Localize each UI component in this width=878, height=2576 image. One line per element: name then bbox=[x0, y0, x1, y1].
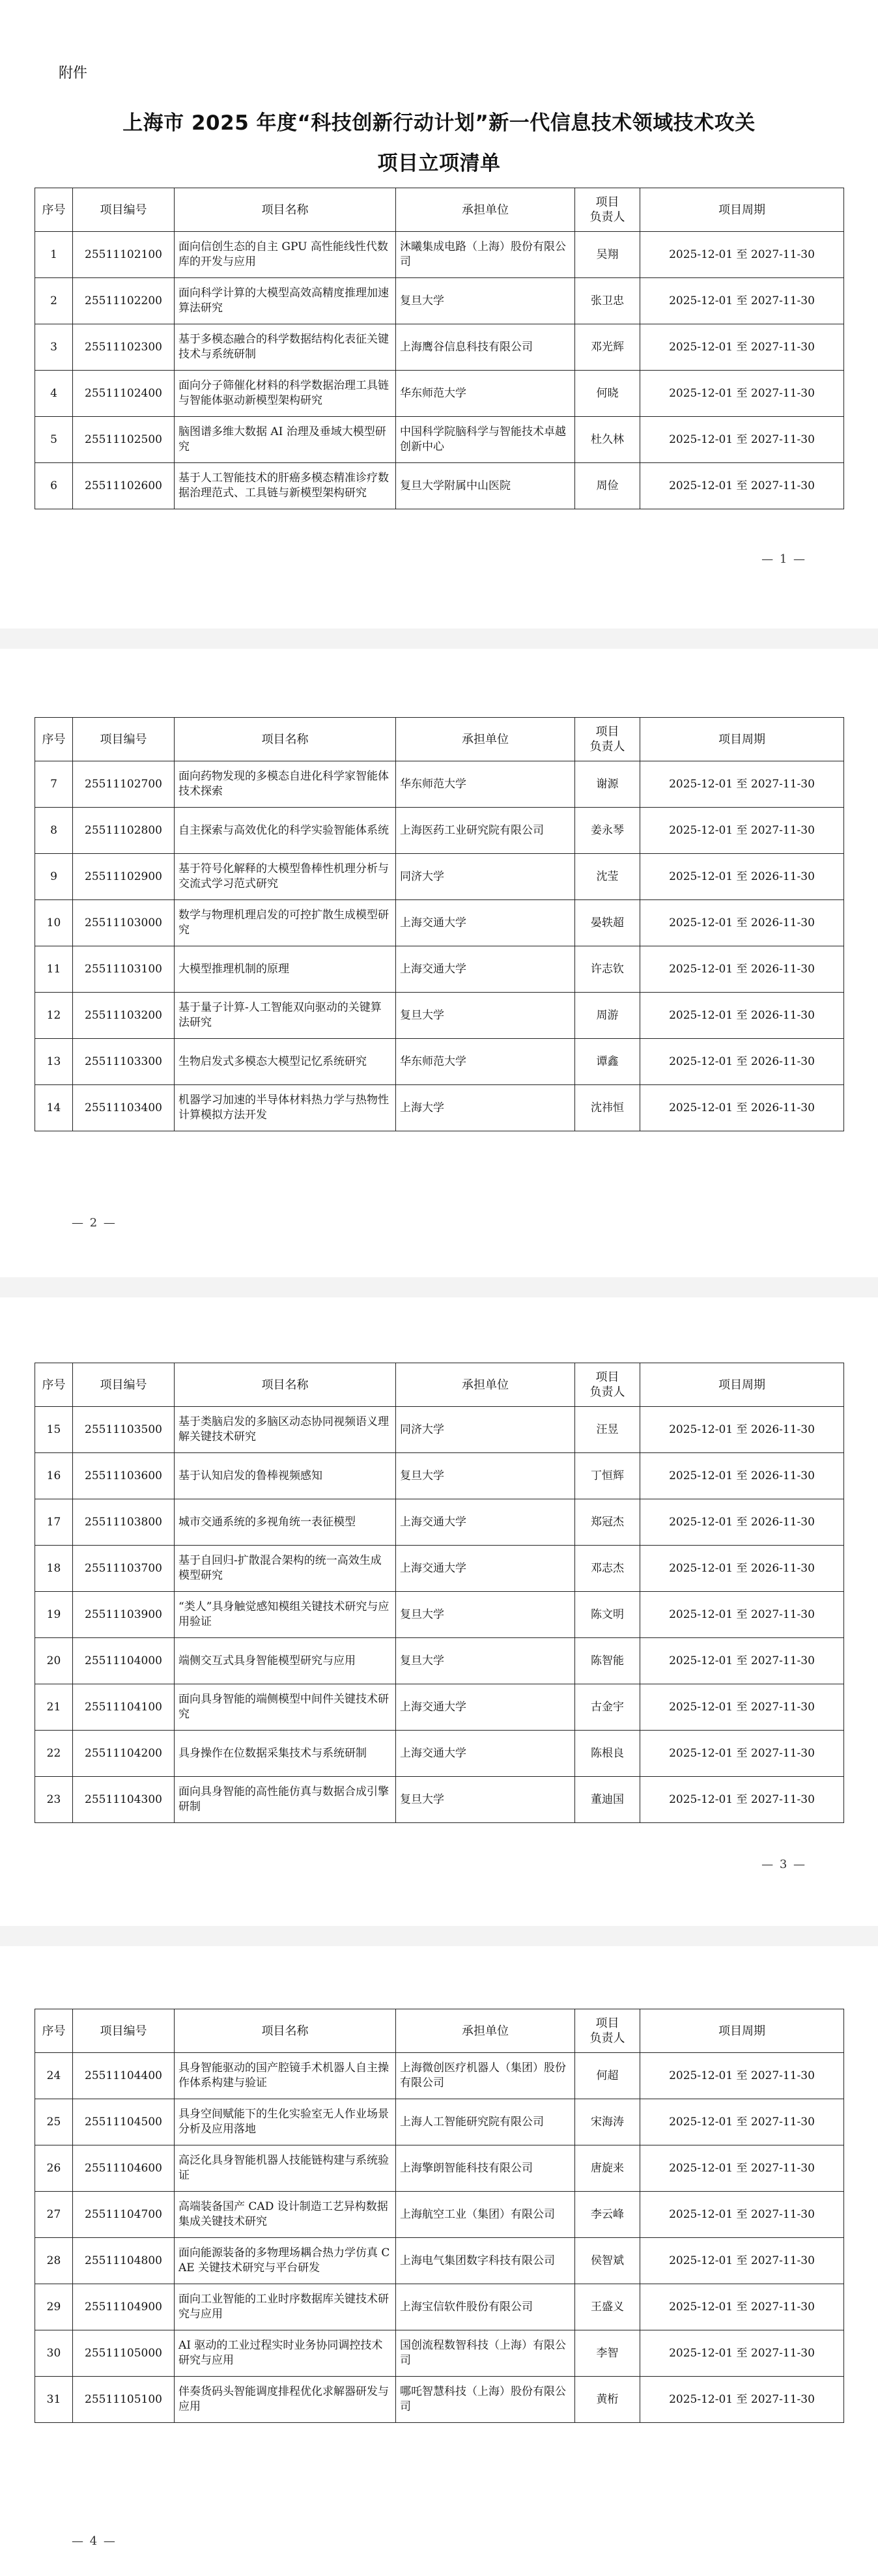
table-row bbox=[35, 1684, 844, 1731]
row-code: 25511104600 bbox=[73, 2145, 175, 2192]
row-name: 面向科学计算的大模型高效高精度推理加速算法研究 bbox=[175, 278, 396, 324]
table-row bbox=[35, 993, 844, 1039]
row-org: 上海交通大学 bbox=[396, 1731, 575, 1777]
seq-column-header: 序号 bbox=[35, 1363, 73, 1407]
row-name: 面向能源装备的多物理场耦合热力学仿真 CAE 关键技术研究与平台研发 bbox=[175, 2238, 396, 2284]
row-seq: 8 bbox=[35, 808, 73, 854]
page-number: — 4 — bbox=[72, 2534, 117, 2548]
row-seq: 9 bbox=[35, 854, 73, 900]
seq-column-header: 序号 bbox=[35, 718, 73, 761]
table-row bbox=[35, 854, 844, 900]
org-column-header: 承担单位 bbox=[396, 1363, 575, 1407]
row-org: 上海鹰谷信息科技有限公司 bbox=[396, 324, 575, 371]
row-leader: 宋海涛 bbox=[575, 2099, 640, 2145]
row-org: 上海宝信软件股份有限公司 bbox=[396, 2284, 575, 2330]
row-name: 自主探索与高效优化的科学实验智能体系统 bbox=[175, 808, 396, 854]
row-org: 上海交通大学 bbox=[396, 946, 575, 993]
table-row bbox=[35, 2330, 844, 2377]
row-leader: 陈智能 bbox=[575, 1638, 640, 1684]
row-name: 生物启发式多模态大模型记忆系统研究 bbox=[175, 1039, 396, 1085]
seq-column-header: 序号 bbox=[35, 2009, 73, 2053]
row-seq: 6 bbox=[35, 463, 73, 509]
row-name: 基于认知启发的鲁棒视频感知 bbox=[175, 1453, 396, 1499]
row-name: 基于量子计算-人工智能双向驱动的关键算法研究 bbox=[175, 993, 396, 1039]
leader-column-header: 项目 负责人 bbox=[575, 718, 640, 761]
row-period: 2025-12-01 至 2027-11-30 bbox=[640, 2284, 844, 2330]
period-column-header: 项目周期 bbox=[640, 718, 844, 761]
row-name: 城市交通系统的多视角统一表征模型 bbox=[175, 1499, 396, 1546]
table-row bbox=[35, 2053, 844, 2099]
row-org: 上海航空工业（集团）有限公司 bbox=[396, 2192, 575, 2238]
row-seq: 31 bbox=[35, 2377, 73, 2423]
row-code: 25511105100 bbox=[73, 2377, 175, 2423]
row-period: 2025-12-01 至 2027-11-30 bbox=[640, 2192, 844, 2238]
row-seq: 16 bbox=[35, 1453, 73, 1499]
code-column-header: 项目编号 bbox=[73, 188, 175, 232]
row-leader: 杜久林 bbox=[575, 417, 640, 463]
row-period: 2025-12-01 至 2026-11-30 bbox=[640, 854, 844, 900]
row-period: 2025-12-01 至 2027-11-30 bbox=[640, 1731, 844, 1777]
row-org: 同济大学 bbox=[396, 854, 575, 900]
row-leader: 周游 bbox=[575, 993, 640, 1039]
row-period: 2025-12-01 至 2026-11-30 bbox=[640, 993, 844, 1039]
row-code: 25511103600 bbox=[73, 1453, 175, 1499]
row-org: 上海擎朗智能科技有限公司 bbox=[396, 2145, 575, 2192]
row-name: 基于自回归-扩散混合架构的统一高效生成模型研究 bbox=[175, 1546, 396, 1592]
table-row bbox=[35, 1638, 844, 1684]
row-name: 高端装备国产 CAD 设计制造工艺异构数据集成关键技术研究 bbox=[175, 2192, 396, 2238]
row-leader: 陈根良 bbox=[575, 1731, 640, 1777]
row-name: 具身空间赋能下的生化实验室无人作业场景分析及应用落地 bbox=[175, 2099, 396, 2145]
row-leader: 陈文明 bbox=[575, 1592, 640, 1638]
row-org: 复旦大学 bbox=[396, 278, 575, 324]
row-name: 面向药物发现的多模态自进化科学家智能体技术探索 bbox=[175, 761, 396, 808]
row-seq: 28 bbox=[35, 2238, 73, 2284]
table-row bbox=[35, 2099, 844, 2145]
row-org: 哪吒智慧科技（上海）股份有限公司 bbox=[396, 2377, 575, 2423]
row-leader: 何晓 bbox=[575, 371, 640, 417]
row-org: 复旦大学附属中山医院 bbox=[396, 463, 575, 509]
row-code: 25511102500 bbox=[73, 417, 175, 463]
row-period: 2025-12-01 至 2027-11-30 bbox=[640, 2330, 844, 2377]
row-code: 25511105000 bbox=[73, 2330, 175, 2377]
table-header-row bbox=[35, 2009, 844, 2053]
row-code: 25511104800 bbox=[73, 2238, 175, 2284]
table-row bbox=[35, 2377, 844, 2423]
row-leader: 沈莹 bbox=[575, 854, 640, 900]
row-period: 2025-12-01 至 2027-11-30 bbox=[640, 1777, 844, 1823]
org-column-header: 承担单位 bbox=[396, 188, 575, 232]
table-row bbox=[35, 1592, 844, 1638]
row-seq: 30 bbox=[35, 2330, 73, 2377]
row-code: 25511104400 bbox=[73, 2053, 175, 2099]
row-leader: 邓志杰 bbox=[575, 1546, 640, 1592]
table-row bbox=[35, 1085, 844, 1131]
leader-column-header: 项目 负责人 bbox=[575, 2009, 640, 2053]
row-leader: 唐旋来 bbox=[575, 2145, 640, 2192]
name-column-header: 项目名称 bbox=[175, 718, 396, 761]
row-leader: 许志钦 bbox=[575, 946, 640, 993]
row-org: 上海大学 bbox=[396, 1085, 575, 1131]
row-seq: 18 bbox=[35, 1546, 73, 1592]
row-leader: 郑冠杰 bbox=[575, 1499, 640, 1546]
row-period: 2025-12-01 至 2026-11-30 bbox=[640, 946, 844, 993]
row-seq: 25 bbox=[35, 2099, 73, 2145]
row-leader: 谭鑫 bbox=[575, 1039, 640, 1085]
row-code: 25511103400 bbox=[73, 1085, 175, 1131]
row-name: 基于人工智能技术的肝癌多模态精准诊疗数据治理范式、工具链与新模型架构研究 bbox=[175, 463, 396, 509]
row-leader: 沈祎恒 bbox=[575, 1085, 640, 1131]
page-gap bbox=[0, 1926, 878, 1946]
row-code: 25511104000 bbox=[73, 1638, 175, 1684]
row-leader: 黄桁 bbox=[575, 2377, 640, 2423]
table-row bbox=[35, 2192, 844, 2238]
leader-column-header: 项目 负责人 bbox=[575, 188, 640, 232]
row-leader: 古金宇 bbox=[575, 1684, 640, 1731]
table-row bbox=[35, 2238, 844, 2284]
row-org: 上海微创医疗机器人（集团）股份有限公司 bbox=[396, 2053, 575, 2099]
row-period: 2025-12-01 至 2027-11-30 bbox=[640, 2053, 844, 2099]
row-name: 机器学习加速的半导体材料热力学与热物性计算模拟方法开发 bbox=[175, 1085, 396, 1131]
row-period: 2025-12-01 至 2027-11-30 bbox=[640, 1592, 844, 1638]
row-seq: 7 bbox=[35, 761, 73, 808]
row-name: AI 驱动的工业过程实时业务协同调控技术研究与应用 bbox=[175, 2330, 396, 2377]
row-leader: 王盛义 bbox=[575, 2284, 640, 2330]
row-name: 面向信创生态的自主 GPU 高性能线性代数库的开发与应用 bbox=[175, 232, 396, 278]
row-seq: 15 bbox=[35, 1407, 73, 1453]
row-leader: 李云峰 bbox=[575, 2192, 640, 2238]
org-column-header: 承担单位 bbox=[396, 718, 575, 761]
table-row bbox=[35, 1039, 844, 1085]
table-row bbox=[35, 1407, 844, 1453]
row-seq: 14 bbox=[35, 1085, 73, 1131]
row-name: “类人”具身触觉感知模组关键技术研究与应用验证 bbox=[175, 1592, 396, 1638]
period-column-header: 项目周期 bbox=[640, 188, 844, 232]
row-period: 2025-12-01 至 2027-11-30 bbox=[640, 371, 844, 417]
table-row bbox=[35, 1777, 844, 1823]
page-number: — 3 — bbox=[761, 1858, 806, 1871]
row-period: 2025-12-01 至 2027-11-30 bbox=[640, 761, 844, 808]
table-row bbox=[35, 1499, 844, 1546]
row-period: 2025-12-01 至 2026-11-30 bbox=[640, 1039, 844, 1085]
table-header-row bbox=[35, 188, 844, 232]
row-org: 国创流程数智科技（上海）有限公司 bbox=[396, 2330, 575, 2377]
code-column-header: 项目编号 bbox=[73, 718, 175, 761]
row-code: 25511103800 bbox=[73, 1499, 175, 1546]
row-code: 25511104100 bbox=[73, 1684, 175, 1731]
leader-column-header: 项目 负责人 bbox=[575, 1363, 640, 1407]
row-name: 具身操作在位数据采集技术与系统研制 bbox=[175, 1731, 396, 1777]
row-seq: 23 bbox=[35, 1777, 73, 1823]
row-leader: 姜永琴 bbox=[575, 808, 640, 854]
row-code: 25511103000 bbox=[73, 900, 175, 946]
period-column-header: 项目周期 bbox=[640, 2009, 844, 2053]
row-period: 2025-12-01 至 2027-11-30 bbox=[640, 808, 844, 854]
row-seq: 20 bbox=[35, 1638, 73, 1684]
project-table bbox=[35, 2009, 844, 2423]
row-code: 25511103900 bbox=[73, 1592, 175, 1638]
row-seq: 22 bbox=[35, 1731, 73, 1777]
row-org: 沐曦集成电路（上海）股份有限公司 bbox=[396, 232, 575, 278]
row-name: 伴奏货码头智能调度排程优化求解器研发与应用 bbox=[175, 2377, 396, 2423]
page-gap bbox=[0, 1277, 878, 1297]
row-code: 25511104500 bbox=[73, 2099, 175, 2145]
table-row bbox=[35, 2284, 844, 2330]
row-seq: 19 bbox=[35, 1592, 73, 1638]
table-row bbox=[35, 1731, 844, 1777]
row-period: 2025-12-01 至 2026-11-30 bbox=[640, 1453, 844, 1499]
row-name: 端侧交互式具身智能模型研究与应用 bbox=[175, 1638, 396, 1684]
row-seq: 5 bbox=[35, 417, 73, 463]
page-number: — 1 — bbox=[761, 552, 806, 566]
attachment-label: 附件 bbox=[59, 65, 88, 81]
row-code: 25511103200 bbox=[73, 993, 175, 1039]
row-code: 25511103100 bbox=[73, 946, 175, 993]
code-column-header: 项目编号 bbox=[73, 2009, 175, 2053]
row-period: 2025-12-01 至 2026-11-30 bbox=[640, 1407, 844, 1453]
row-period: 2025-12-01 至 2026-11-30 bbox=[640, 1085, 844, 1131]
table-row bbox=[35, 463, 844, 509]
row-leader: 丁恒辉 bbox=[575, 1453, 640, 1499]
row-leader: 晏轶超 bbox=[575, 900, 640, 946]
row-org: 同济大学 bbox=[396, 1407, 575, 1453]
row-org: 上海交通大学 bbox=[396, 1546, 575, 1592]
row-code: 25511103300 bbox=[73, 1039, 175, 1085]
row-period: 2025-12-01 至 2027-11-30 bbox=[640, 232, 844, 278]
project-table bbox=[35, 1363, 844, 1823]
row-seq: 4 bbox=[35, 371, 73, 417]
row-code: 25511102600 bbox=[73, 463, 175, 509]
row-name: 面向具身智能的端侧模型中间件关键技术研究 bbox=[175, 1684, 396, 1731]
row-org: 上海交通大学 bbox=[396, 900, 575, 946]
row-name: 面向分子筛催化材料的科学数据治理工具链与智能体驱动新模型架构研究 bbox=[175, 371, 396, 417]
row-org: 华东师范大学 bbox=[396, 761, 575, 808]
page-3 bbox=[0, 1297, 878, 1926]
row-period: 2025-12-01 至 2027-11-30 bbox=[640, 1638, 844, 1684]
row-period: 2025-12-01 至 2026-11-30 bbox=[640, 1546, 844, 1592]
table-row bbox=[35, 808, 844, 854]
row-code: 25511102300 bbox=[73, 324, 175, 371]
row-seq: 27 bbox=[35, 2192, 73, 2238]
row-seq: 2 bbox=[35, 278, 73, 324]
row-leader: 吴翔 bbox=[575, 232, 640, 278]
row-name: 数学与物理机理启发的可控扩散生成模型研究 bbox=[175, 900, 396, 946]
row-org: 复旦大学 bbox=[396, 1638, 575, 1684]
row-code: 25511102700 bbox=[73, 761, 175, 808]
row-leader: 周俭 bbox=[575, 463, 640, 509]
row-period: 2025-12-01 至 2027-11-30 bbox=[640, 2099, 844, 2145]
row-leader: 侯智斌 bbox=[575, 2238, 640, 2284]
row-org: 复旦大学 bbox=[396, 993, 575, 1039]
row-code: 25511103700 bbox=[73, 1546, 175, 1592]
row-code: 25511102400 bbox=[73, 371, 175, 417]
row-org: 上海交通大学 bbox=[396, 1684, 575, 1731]
row-period: 2025-12-01 至 2027-11-30 bbox=[640, 417, 844, 463]
row-code: 25511104700 bbox=[73, 2192, 175, 2238]
row-name: 高泛化具身智能机器人技能链构建与系统验证 bbox=[175, 2145, 396, 2192]
row-seq: 11 bbox=[35, 946, 73, 993]
row-leader: 邓光辉 bbox=[575, 324, 640, 371]
row-org: 上海医药工业研究院有限公司 bbox=[396, 808, 575, 854]
document-subtitle: 项目立项清单 bbox=[377, 152, 501, 175]
row-leader: 汪昱 bbox=[575, 1407, 640, 1453]
row-seq: 1 bbox=[35, 232, 73, 278]
row-period: 2025-12-01 至 2027-11-30 bbox=[640, 463, 844, 509]
row-leader: 李智 bbox=[575, 2330, 640, 2377]
page-gap bbox=[0, 629, 878, 649]
name-column-header: 项目名称 bbox=[175, 188, 396, 232]
row-period: 2025-12-01 至 2027-11-30 bbox=[640, 2145, 844, 2192]
row-code: 25511104200 bbox=[73, 1731, 175, 1777]
table-row bbox=[35, 761, 844, 808]
page-4 bbox=[0, 1946, 878, 2575]
row-name: 基于符号化解释的大模型鲁棒性机理分析与交流式学习范式研究 bbox=[175, 854, 396, 900]
row-period: 2025-12-01 至 2027-11-30 bbox=[640, 278, 844, 324]
row-name: 面向具身智能的高性能仿真与数据合成引擎研制 bbox=[175, 1777, 396, 1823]
table-header-row bbox=[35, 1363, 844, 1407]
page-number: — 2 — bbox=[72, 1216, 117, 1230]
row-seq: 13 bbox=[35, 1039, 73, 1085]
row-org: 复旦大学 bbox=[396, 1453, 575, 1499]
row-org: 华东师范大学 bbox=[396, 371, 575, 417]
table-row bbox=[35, 900, 844, 946]
row-period: 2025-12-01 至 2026-11-30 bbox=[640, 900, 844, 946]
row-code: 25511102100 bbox=[73, 232, 175, 278]
name-column-header: 项目名称 bbox=[175, 1363, 396, 1407]
row-leader: 张卫忠 bbox=[575, 278, 640, 324]
row-seq: 24 bbox=[35, 2053, 73, 2099]
page-1 bbox=[0, 0, 878, 629]
table-row bbox=[35, 278, 844, 324]
row-org: 上海交通大学 bbox=[396, 1499, 575, 1546]
row-name: 面向工业智能的工业时序数据库关键技术研究与应用 bbox=[175, 2284, 396, 2330]
code-column-header: 项目编号 bbox=[73, 1363, 175, 1407]
table-row bbox=[35, 232, 844, 278]
table-header-row bbox=[35, 718, 844, 761]
row-name: 脑图谱多维大数据 AI 治理及垂域大模型研究 bbox=[175, 417, 396, 463]
row-leader: 何超 bbox=[575, 2053, 640, 2099]
row-code: 25511102200 bbox=[73, 278, 175, 324]
row-name: 基于多模态融合的科学数据结构化表征关键技术与系统研制 bbox=[175, 324, 396, 371]
document-title: 上海市 2025 年度“科技创新行动计划”新一代信息技术领域技术攻关 bbox=[122, 111, 756, 135]
row-code: 25511102800 bbox=[73, 808, 175, 854]
row-name: 基于类脑启发的多脑区动态协同视频语义理解关键技术研究 bbox=[175, 1407, 396, 1453]
row-seq: 3 bbox=[35, 324, 73, 371]
row-seq: 26 bbox=[35, 2145, 73, 2192]
row-code: 25511104300 bbox=[73, 1777, 175, 1823]
row-seq: 12 bbox=[35, 993, 73, 1039]
row-seq: 10 bbox=[35, 900, 73, 946]
row-period: 2025-12-01 至 2027-11-30 bbox=[640, 1684, 844, 1731]
name-column-header: 项目名称 bbox=[175, 2009, 396, 2053]
row-period: 2025-12-01 至 2027-11-30 bbox=[640, 2238, 844, 2284]
seq-column-header: 序号 bbox=[35, 188, 73, 232]
table-row bbox=[35, 324, 844, 371]
project-table bbox=[35, 717, 844, 1131]
table-row bbox=[35, 1546, 844, 1592]
row-org: 复旦大学 bbox=[396, 1777, 575, 1823]
page-2 bbox=[0, 649, 878, 1277]
row-period: 2025-12-01 至 2026-11-30 bbox=[640, 1499, 844, 1546]
row-period: 2025-12-01 至 2027-11-30 bbox=[640, 2377, 844, 2423]
project-table bbox=[35, 188, 844, 509]
table-row bbox=[35, 946, 844, 993]
row-org: 复旦大学 bbox=[396, 1592, 575, 1638]
row-code: 25511104900 bbox=[73, 2284, 175, 2330]
row-leader: 谢源 bbox=[575, 761, 640, 808]
table-row bbox=[35, 371, 844, 417]
row-org: 中国科学院脑科学与智能技术卓越创新中心 bbox=[396, 417, 575, 463]
row-org: 华东师范大学 bbox=[396, 1039, 575, 1085]
row-code: 25511102900 bbox=[73, 854, 175, 900]
row-code: 25511103500 bbox=[73, 1407, 175, 1453]
row-seq: 29 bbox=[35, 2284, 73, 2330]
table-row bbox=[35, 1453, 844, 1499]
table-row bbox=[35, 2145, 844, 2192]
row-org: 上海电气集团数字科技有限公司 bbox=[396, 2238, 575, 2284]
row-seq: 17 bbox=[35, 1499, 73, 1546]
row-org: 上海人工智能研究院有限公司 bbox=[396, 2099, 575, 2145]
org-column-header: 承担单位 bbox=[396, 2009, 575, 2053]
table-row bbox=[35, 417, 844, 463]
row-seq: 21 bbox=[35, 1684, 73, 1731]
row-name: 大模型推理机制的原理 bbox=[175, 946, 396, 993]
row-leader: 董迪国 bbox=[575, 1777, 640, 1823]
period-column-header: 项目周期 bbox=[640, 1363, 844, 1407]
row-period: 2025-12-01 至 2027-11-30 bbox=[640, 324, 844, 371]
row-name: 具身智能驱动的国产腔镜手术机器人自主操作体系构建与验证 bbox=[175, 2053, 396, 2099]
